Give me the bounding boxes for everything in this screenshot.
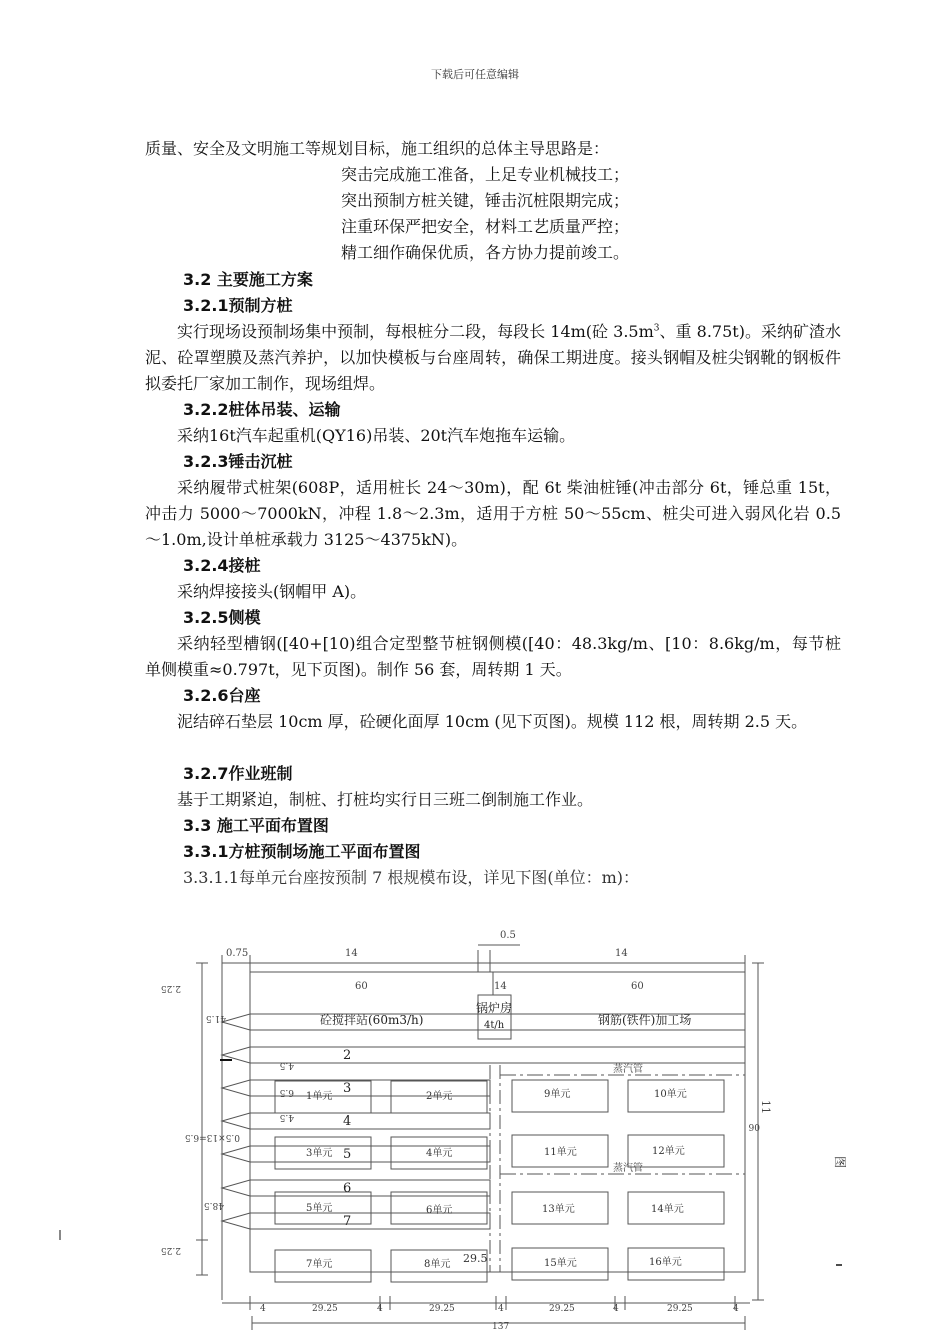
left-dim-6-5: 6.5 [279, 1087, 294, 1097]
unit-label-4: 4单元 [426, 1148, 453, 1159]
section-heading-3-2-1: 3.2.1预制方桩 [183, 296, 293, 315]
left-dim-2-25-bottom: 2.25 [160, 1245, 181, 1255]
unit-label-2: 2单元 [426, 1091, 453, 1102]
unit-label-3: 3单元 [306, 1148, 333, 1159]
steam-pipe-label-1: 蒸汽管 [613, 1064, 643, 1075]
row-label-4: 4 [343, 1114, 352, 1129]
unit-label-13: 13单元 [542, 1204, 575, 1215]
section-heading-3-3-1: 3.3.1方桩预制场施工平面布置图 [183, 842, 421, 861]
side-figure-mark: 图 [833, 1156, 847, 1169]
left-dim-48-5: 48.5 [203, 1200, 224, 1210]
section-heading-3-2-7: 3.2.7作业班制 [183, 764, 293, 783]
bottom-dim-1: 4 [260, 1304, 266, 1314]
bottom-dim-8: 29.25 [667, 1304, 693, 1314]
paragraph-3-2-6: 泥结碎石垫层 10cm 厚，砼硬化面厚 10cm (见下页图)。规模 112 根，周转期 2.5 天。 [177, 712, 808, 731]
section-heading-3-2-2: 3.2.2桩体吊装、运输 [183, 400, 341, 419]
bottom-dim-7: 4 [613, 1304, 619, 1314]
mid-width-dim: 29.5 [463, 1252, 488, 1265]
paragraph-3-3-1-1: 3.3.1.1每单元台座按预制 7 根规模布设，详见下图(单位：m)： [183, 868, 639, 887]
unit-label-11: 11单元 [544, 1147, 577, 1158]
section-heading-3-2-5: 3.2.5侧模 [183, 608, 261, 627]
row-label-2: 2 [343, 1048, 352, 1063]
right-dim-06: 06 [748, 1121, 760, 1131]
row-label-5: 5 [343, 1147, 352, 1162]
page-header: 下载后可任意编辑 [431, 68, 519, 81]
dim-14-right: 14 [615, 948, 628, 959]
unit-label-8: 8单元 [424, 1259, 451, 1270]
dim-60-left: 60 [355, 981, 368, 992]
unit-label-6: 6单元 [426, 1205, 453, 1216]
unit-label-1: 1单元 [306, 1091, 333, 1102]
total-width-dim: 137 [492, 1322, 510, 1332]
unit-label-5: 5单元 [306, 1203, 333, 1214]
bottom-dim-4: 29.25 [429, 1304, 455, 1314]
left-dim-41-5: 41.5 [205, 1013, 226, 1023]
motto-line-3: 注重环保严把安全，材料工艺质量严控； [341, 217, 630, 236]
row-label-7: 7 [343, 1214, 352, 1229]
motto-line-4: 精工细作确保优质，各方协力提前竣工。 [341, 243, 630, 262]
mixing-station-label: 砼搅拌站(60m3/h) [320, 1013, 424, 1027]
right-dim-11: 11 [759, 1100, 772, 1114]
left-dim-2-25-top: 2.25 [160, 983, 181, 993]
unit-label-7: 7单元 [306, 1259, 333, 1270]
bottom-dim-6: 29.25 [549, 1304, 575, 1314]
paragraph-3-2-3: 采纳履带式桩架(608P，适用桩长 24～30m)，配 6t 柴油桩锤(冲击部分 6t，锤总重 15t，冲击力 5000～7000kN，冲程 1.8～2.3m，适用于方桩 50～55cm、桩尖可进入弱风化岩 0.5～1.0m,设计单桩承载力 3125～4375kN)。 [145, 478, 841, 549]
row-label-6: 6 [343, 1181, 352, 1196]
paragraph-3-2-2: 采纳16t汽车起重机(QY16)吊装、20t汽车炮拖车运输。 [177, 426, 576, 445]
bottom-dim-3: 4 [377, 1304, 383, 1314]
bottom-dim-2: 29.25 [312, 1304, 338, 1314]
intro-line: 质量、安全及文明施工等规划目标，施工组织的总体主导思路是： [145, 139, 610, 158]
motto-line-2: 突出预制方桩关键，锤击沉桩限期完成； [341, 191, 630, 210]
dim-0-75: 0.75 [226, 948, 249, 959]
row-label-3: 3 [343, 1081, 352, 1096]
unit-label-16: 16单元 [649, 1257, 682, 1268]
steam-pipe-label-2: 蒸汽管 [613, 1163, 643, 1174]
paragraph-3-2-1: 实行现场设预制场集中预制，每根桩分二段，每段长 14m(砼 $3.5m^3$、重 8.75t)。采纳矿渣水泥、砼罩塑膜及蒸汽养护，以加快模板与台座周转，确保工期进度。接头钢帽及桩尖钢靴的钢板件拟委托厂家加工制作，现场组焊。 [145, 322, 841, 393]
unit-label-15: 15单元 [544, 1258, 577, 1269]
boiler-capacity-label: 4t/h [484, 1020, 505, 1031]
section-heading-3-2: 3.2 主要施工方案 [183, 270, 313, 289]
left-dim-4-5-a: 4.5 [279, 1060, 294, 1070]
left-dim-total-rows: 0.5×13=6.5 [184, 1132, 240, 1142]
section-heading-3-2-4: 3.2.4接桩 [183, 556, 261, 575]
section-heading-3-2-6: 3.2.6台座 [183, 686, 261, 705]
motto-line-1: 突击完成施工准备，上足专业机械技工； [341, 165, 630, 184]
dim-14-mid: 14 [494, 981, 507, 992]
bottom-dim-9: 4 [733, 1304, 739, 1314]
section-heading-3-3: 3.3 施工平面布置图 [183, 816, 329, 835]
dim-60-right: 60 [631, 981, 644, 992]
unit-label-14: 14单元 [651, 1204, 684, 1215]
unit-label-12: 12单元 [652, 1146, 685, 1157]
boiler-room-label: 锅炉房 [476, 1001, 513, 1015]
rebar-yard-label: 钢筋(铁件)加工场 [598, 1013, 692, 1027]
bottom-dim-5: 4 [498, 1304, 504, 1314]
dim-14-left: 14 [345, 948, 358, 959]
paragraph-3-2-7: 基于工期紧迫，制桩、打桩均实行日三班二倒制施工作业。 [177, 790, 594, 809]
unit-label-10: 10单元 [654, 1089, 687, 1100]
paragraph-3-2-5: 采纳轻型槽钢([40+[10)组合定型整节桩钢侧模([40：48.3kg/m、[10：8.6kg/m，每节桩单侧模重≈0.797t，见下页图)。制作 56 套，周转期 1 天。 [145, 634, 841, 679]
section-heading-3-2-3: 3.2.3锤击沉桩 [183, 452, 293, 471]
unit-label-9: 9单元 [544, 1089, 571, 1100]
paragraph-3-2-4: 采纳焊接接头(钢帽甲 A)。 [177, 582, 367, 601]
left-dim-4-5-b: 4.5 [279, 1112, 294, 1122]
dim-0-5: 0.5 [500, 930, 516, 941]
